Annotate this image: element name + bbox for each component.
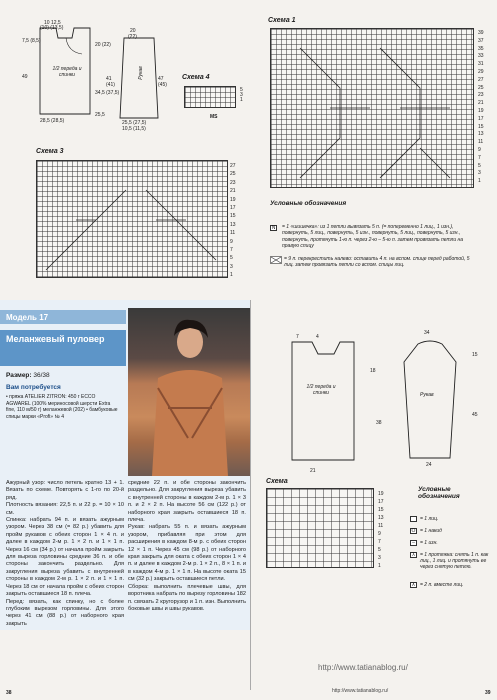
dim-right-b: 34,5 (37,5) (95, 90, 120, 96)
text-mid-p1: средние 22 п. и обе стороны закончить раздельно. Для закругления выреза убавить с внутренней стороны в каждом 2-м р. 1 × 3 п. и 2 × 2 п. На высоте 56 см (122 р.) от наборного края закрыть оставшиеся 18 п. плеча. (128, 480, 246, 524)
legend2-item1: = 1 лиц. (420, 516, 439, 522)
model-photo (128, 308, 250, 476)
need-title: Вам потребуется (6, 384, 61, 391)
sleeve-bottom: 25,5 (27,5) (122, 120, 147, 126)
dim-top2: (10) (13,5) (40, 25, 64, 31)
sleeve-top: 20 (130, 28, 136, 34)
scheme1-title: Схема 1 (268, 17, 296, 24)
text-mid-p2: Рукав: набрать 55 п. и вязать ажурным узором, прибавляя при этом для расширения в каждом 8-м р. с обеих сторон 12 × 1 п. Через 45 см (98 р.) от наборного края закрыть для оката с обеих сторон 1 × 4 п. и далее в каждом 2-м р. 1 × 2 п., 8 × 1 п. и в каждом 4-м р. 1 × 1 п. На высоте оката 15 см (32 р.) закрыть оставшиеся петли. (128, 524, 246, 583)
scheme1-row-numbers: 39 37 35 33 31 29 27 25 23 21 19 17 15 13 11 9 7 5 3 1 (478, 30, 484, 185)
scheme4-rapport: MS (210, 114, 218, 120)
legend1-item1: = 1 «шишечка»: из 1 петли вывязать 5 п. (= попеременно 1 лиц., 1 изн.), повернуть, 5 лиц., повернуть, 5 изн., повернуть, 5 лиц., повернуть, 5 изн., повернуть, протянуть 1-ю п. через 2-ю – 5-ю п. затем провязать петли на правую спицу (282, 224, 464, 250)
legend2-item4: = 1 протяжка: снять 1 п. как лиц., 1 лиц. и протянуть ее через снятую петлю. (420, 552, 489, 570)
bottom-sleeve-right2: 45 (472, 412, 478, 418)
scheme-bottom-row-numbers: 19 17 15 13 11 9 7 5 3 1 (378, 491, 384, 569)
purl-symbol: – (410, 540, 417, 546)
bottom-dim-top2: 4 (316, 334, 319, 340)
scheme-bottom-grid (266, 488, 374, 568)
watermark-url: http://www.tatianablog.ru/ (332, 688, 389, 694)
bottom-dim-left: 18 (370, 368, 376, 374)
scheme1-cable-lines (270, 28, 474, 188)
bottom-sleeve-bottom: 24 (426, 462, 432, 468)
bottom-sleeve-right1: 15 (472, 352, 478, 358)
dim-right-c: 25,5 (95, 112, 105, 118)
scheme4-title: Схема 4 (182, 74, 210, 81)
bottom-front-back-label: 1/2 переда и спинки (306, 384, 336, 396)
dim-left: 49 (22, 74, 28, 80)
text-mid-p3: Сборка: выполнить плечевые швы, для воротника набрать по вырезу горловины 182 п. связать 2 кругорузор и 1 п. изн. Выполнить боковые швы и швы рукавов. (128, 583, 246, 612)
bottom-sleeve-top: 34 (424, 330, 430, 336)
sleeve-label: Рукав (137, 66, 144, 80)
front-back-label: 1/2 переда и спинки (52, 66, 82, 78)
scheme3-title: Схема 3 (36, 148, 64, 155)
scheme3-row-numbers: 27 25 23 21 19 17 15 13 11 9 7 5 3 1 (230, 163, 236, 279)
k2tog-symbol: ∧ (411, 582, 416, 588)
scheme3-cable-lines (36, 160, 228, 278)
page-number-left: 38 (6, 690, 12, 696)
yarn-over-symbol: O (411, 528, 416, 534)
legend1-title: Условные обозначения (270, 200, 347, 207)
legend2-item2: = 1 накид (420, 528, 442, 534)
model-title: Меланжевый пуловер (6, 334, 105, 344)
site-url[interactable]: http://www.tatianablog.ru/ (318, 663, 408, 672)
legend2-title: Условные обозначения (418, 486, 460, 500)
legend2-item5: = 2 п. вместе лиц. (420, 582, 464, 588)
bottom-dim-right: 38 (376, 420, 382, 426)
size-line: Размер: 36/38 (6, 372, 50, 379)
bottom-sleeve-label: Рукав (420, 392, 434, 398)
dim-top-right: 7,5 (8,5) (22, 38, 41, 44)
bottom-front-back-diagram (278, 330, 368, 470)
bottom-dim-bottom: 21 (310, 468, 316, 474)
knit-symbol (410, 516, 417, 522)
sleeve-top2: (22) (128, 34, 137, 40)
dim-right-a: 20 (22) (95, 42, 111, 48)
bottom-dim-top: 7 (296, 334, 299, 340)
text-left-p1: Ажурный узор: число петель кратно 13 + 1. Вязать по схеме. Повторять с 1-го по 20-й ряд. (6, 480, 124, 501)
text-left-p3: Спинка: набрать 94 п. и вязать ажурным узором. Через 38 см (= 82 р.) убавить для пройм рукавов с обеих сторон 1 × 4 п. и далее в каждом 2-м р. 1 × 2 п. и 1 × 1 п. Через 16 см (34 р.) от начала пройм закрыть для выреза горловины средние 36 п. и обе стороны закончить раздельно. Для закругления выреза убавить с внутренней стороны в каждом 2-м р. 1 × 2 п. и 1 × 1 п. Через 18 см от начала пройм с обеих сторон закрыть оставшиеся 18 п. плеча. (6, 517, 124, 598)
legend2-item3: = 1 изн. (420, 540, 438, 546)
text-left-p4: Перед: вязать, как спинку, но с более глубоким вырезом горловины. Для этого через 41 см (88 р.) от наборного края закрыть (6, 598, 124, 627)
text-left-column (6, 480, 124, 628)
materials: • пряжа ATELIER ZITRON: 450 г ECCO AGWAREL (100% мериносовой шерсти Extra fine, 110 м/50 г) меланжевой (202) • бамбуковые спицы марки «Profi» № 4 (6, 394, 118, 420)
dim-top: 10 12,5 (44, 20, 61, 26)
model-number: Модель 17 (6, 313, 49, 322)
text-left-p2: Плотность вязания: 22,5 п. и 22 р. = 10 × 10 см. (6, 502, 124, 516)
legend1-item2: = 9 п. перекрестить налево: оставить 4 п. на вспом. спице перед работой, 5 лиц. затем провязать петли со вспом. спицы лиц. (284, 256, 470, 269)
scheme4-grid (184, 86, 236, 108)
scheme4-row-numbers: 5 3 1 (240, 87, 243, 104)
column-divider (250, 300, 251, 690)
bobble-symbol: N (271, 225, 276, 231)
dim-bottom: 28,5 (28,5) (40, 118, 65, 124)
text-mid-column (128, 480, 246, 613)
sleeve-right: 47 (45) (158, 76, 167, 88)
woman-figure-illustration (128, 308, 250, 476)
sleeve-left: 41 (41) (106, 76, 115, 88)
scheme-bottom-title: Схема (266, 478, 288, 485)
cross-symbol (270, 256, 282, 264)
bottom-sleeve-diagram (396, 336, 466, 468)
sleeve-bottom2: 10,5 (11,5) (122, 126, 146, 132)
slip-symbol: λ (410, 552, 417, 558)
page-number-right: 39 (485, 690, 491, 696)
